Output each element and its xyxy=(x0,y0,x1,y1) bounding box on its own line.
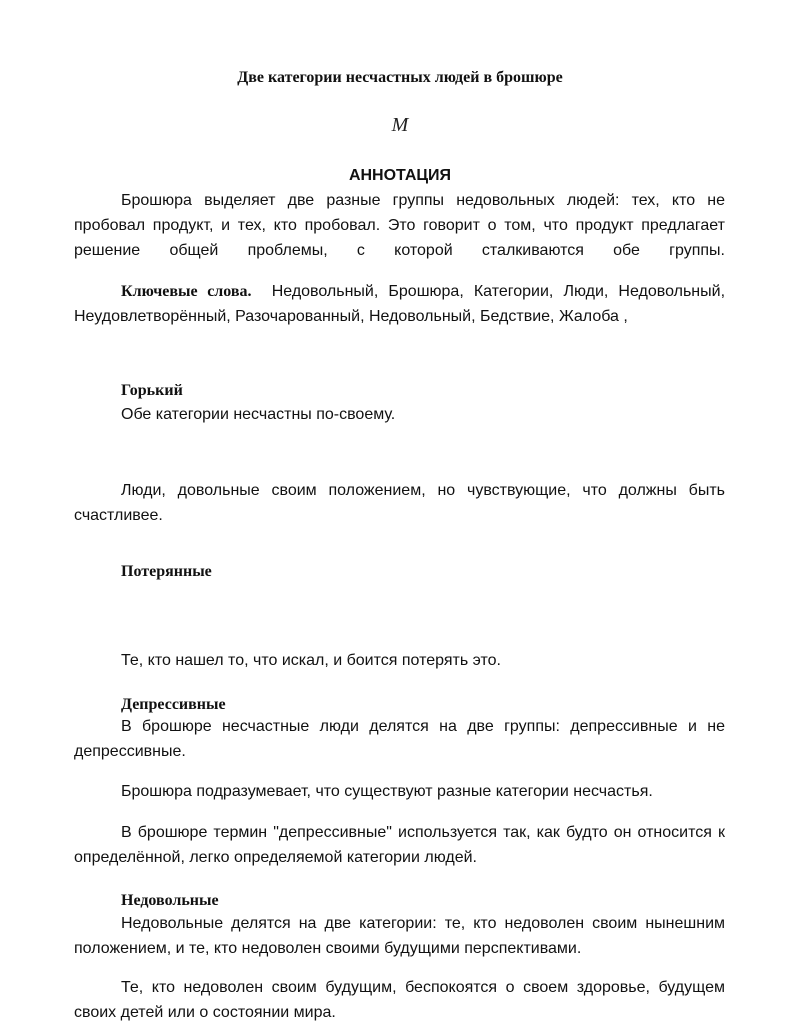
monogram-logo: M xyxy=(391,114,409,136)
section-paragraph: Те, кто нашел то, что искал, и боится потерять это. xyxy=(121,652,501,669)
section-paragraph: Недовольные делятся на две категории: те, кто недоволен своим нынешним положением, и те, кто недоволен своими будущими перспективами. xyxy=(74,915,725,957)
section-paragraph: Те, кто недоволен своим будущим, беспокоятся о своем здоровье, будущем своих детей или о состоянии мира. xyxy=(74,979,725,1021)
annotation-heading: АННОТАЦИЯ xyxy=(348,167,452,184)
section-paragraph: Брошюра подразумевает, что существуют разные категории несчастья. xyxy=(121,783,653,800)
section-paragraph: В брошюре несчастные люди делятся на две группы: депрессивные и не депрессивные. xyxy=(74,718,725,760)
keywords-text: Недовольный, Брошюра, Категории, Люди, Недовольный, Неудовлетворённый, Разочарованный, Недовольный, Бедствие, Жалоба , xyxy=(74,283,726,325)
section-heading-dissatisfied: Недовольные xyxy=(121,892,219,909)
section-paragraph: Люди, довольные своим положением, но чувствующие, что должны быть счастливее. xyxy=(74,482,725,524)
keywords-paragraph xyxy=(74,279,725,329)
section-heading-depressive: Депрессивные xyxy=(121,696,226,713)
document-title: Две категории несчастных людей в брошюре xyxy=(237,69,563,86)
keywords-label: Ключевые слова. xyxy=(121,283,252,300)
annotation-paragraph: Брошюра выделяет две разные группы недовольных людей: тех, кто не пробовал продукт, и тех, кто пробовал. Это говорит о том, что продукт предлагает решение общей проблемы, с которой сталкиваются обе группы. xyxy=(74,192,725,259)
section-paragraph: В брошюре термин "депрессивные" используется так, как будто он относится к определённой, легко определяемой категории людей. xyxy=(74,824,725,866)
section-heading-lost: Потерянные xyxy=(121,563,212,580)
section-heading-bitter: Горький xyxy=(121,382,183,399)
section-paragraph: Обе категории несчастны по-своему. xyxy=(121,406,396,423)
